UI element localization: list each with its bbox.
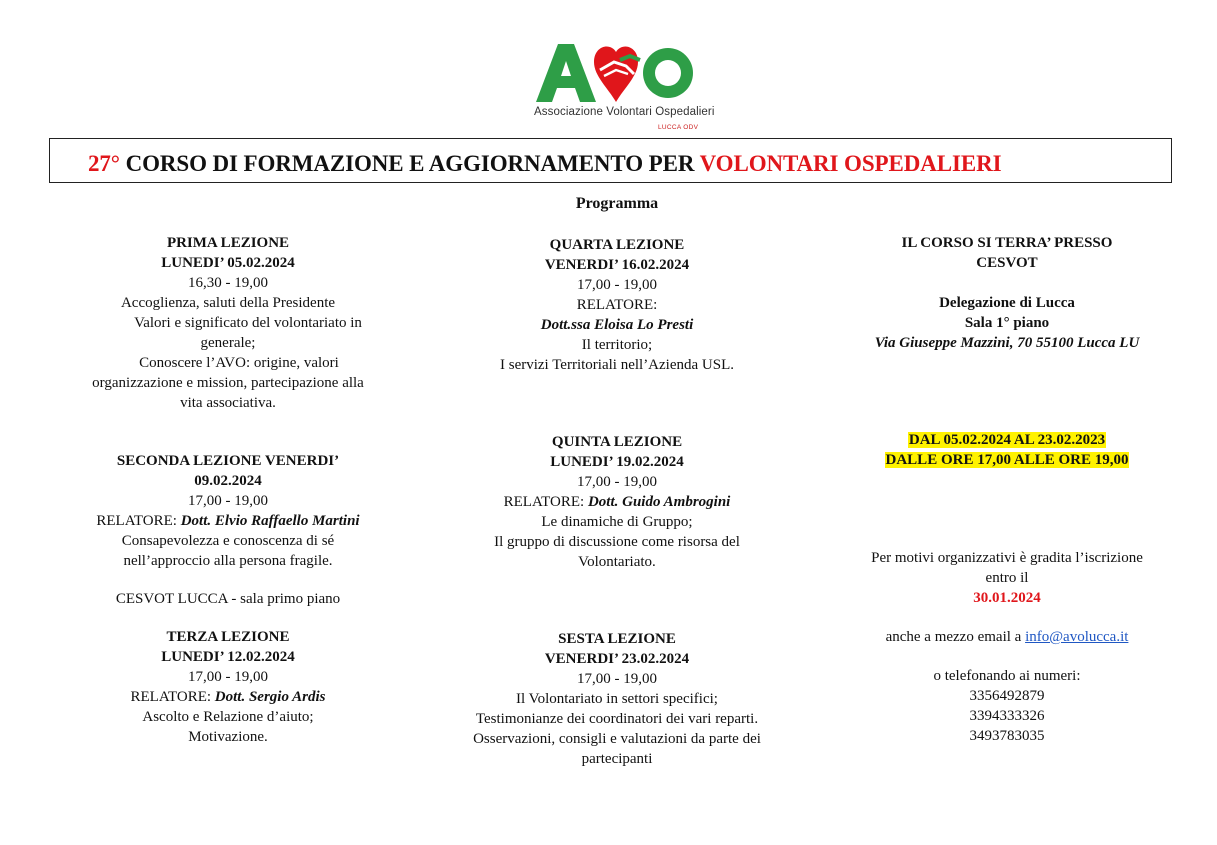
lesson-line: nell’approccio alla persona fragile. bbox=[123, 553, 333, 569]
lesson-line: Il Volontariato in settori specifici; bbox=[516, 691, 718, 707]
lesson-line: vita associativa. bbox=[180, 395, 276, 411]
lesson-heading: TERZA LEZIONE bbox=[166, 629, 290, 645]
signup-line: Per motivi organizzativi è gradita l’iscrizione bbox=[871, 550, 1143, 566]
lesson-date: VENERDI’ 16.02.2024 bbox=[544, 257, 690, 273]
course-dates bbox=[842, 430, 1172, 470]
venue-line: Sala 1° piano bbox=[964, 315, 1050, 331]
speaker-name: Dott. Elvio Raffaello Martini bbox=[180, 513, 360, 529]
lesson-line: Accoglienza, saluti della Presidente bbox=[120, 295, 336, 311]
lesson-line: Le dinamiche di Gruppo; bbox=[541, 514, 693, 530]
lesson-heading: SESTA LEZIONE bbox=[558, 631, 676, 647]
lesson-time: 17,00 - 19,00 bbox=[188, 493, 268, 509]
lesson-heading: QUINTA LEZIONE bbox=[551, 434, 683, 450]
lesson-speaker bbox=[452, 492, 782, 512]
venue-address: Via Giuseppe Mazzini, 70 55100 Lucca LU bbox=[874, 335, 1140, 351]
email-prefix: anche a mezzo email a bbox=[885, 629, 1026, 645]
speaker-name: Dott. Guido Ambrogini bbox=[587, 494, 731, 510]
lesson-line: Motivazione. bbox=[188, 729, 268, 745]
email-link[interactable]: info@avolucca.it bbox=[1025, 629, 1129, 645]
lesson-line: I servizi Territoriali nell’Azienda USL. bbox=[499, 357, 734, 373]
date-range: DAL 05.02.2024 AL 23.02.2023 bbox=[908, 432, 1106, 448]
lesson-line: Il gruppo di discussione come risorsa del bbox=[494, 534, 740, 550]
lesson-time: 16,30 - 19,00 bbox=[188, 275, 268, 291]
logo-city: LUCCA ODV bbox=[658, 124, 699, 131]
programma-heading: Programma bbox=[575, 195, 659, 212]
lesson-sixth bbox=[452, 629, 782, 769]
lesson-date: LUNEDI’ 12.02.2024 bbox=[161, 649, 295, 665]
lesson-second bbox=[68, 451, 388, 571]
lesson-time: 17,00 - 19,00 bbox=[577, 277, 657, 293]
speaker-name: Dott.ssa Eloisa Lo Presti bbox=[540, 317, 694, 333]
lesson-heading: SECONDA LEZIONE VENERDI’ bbox=[116, 453, 340, 469]
lesson-venue: CESVOT LUCCA - sala primo piano bbox=[115, 591, 341, 607]
phone-number: 3394333326 bbox=[969, 708, 1045, 724]
lesson-third bbox=[68, 627, 388, 747]
title-number: 27° bbox=[88, 151, 126, 176]
lesson-date: LUNEDI’ 19.02.2024 bbox=[550, 454, 684, 470]
title-box bbox=[49, 138, 1172, 183]
speaker-prefix: RELATORE: bbox=[503, 494, 588, 510]
lesson-time: 17,00 - 19,00 bbox=[577, 474, 657, 490]
lesson-date: VENERDI’ 23.02.2024 bbox=[544, 651, 690, 667]
lesson-line: Valori e significato del volontariato in bbox=[134, 315, 362, 331]
lesson-line: Il territorio; bbox=[581, 337, 653, 353]
lesson-speaker bbox=[68, 511, 388, 531]
lesson-time: 17,00 - 19,00 bbox=[577, 671, 657, 687]
signup-deadline: 30.01.2024 bbox=[973, 590, 1041, 606]
avo-logo-graphic bbox=[530, 40, 705, 106]
speaker-label: RELATORE: bbox=[576, 297, 658, 313]
phone-intro: o telefonando ai numeri: bbox=[933, 668, 1081, 684]
lesson-date: 09.02.2024 bbox=[194, 473, 262, 489]
lesson-line: generale; bbox=[200, 335, 256, 351]
date-hours: DALLE ORE 17,00 ALLE ORE 19,00 bbox=[885, 452, 1129, 468]
lesson-date: LUNEDI’ 05.02.2024 bbox=[161, 255, 295, 271]
lesson-speaker bbox=[68, 687, 388, 707]
course-venue bbox=[842, 233, 1172, 353]
venue-line: Delegazione di Lucca bbox=[939, 295, 1075, 311]
title-highlight: VOLONTARI OSPEDALIERI bbox=[699, 151, 1002, 176]
speaker-prefix: RELATORE: bbox=[130, 689, 215, 705]
lesson-line: organizzazione e mission, partecipazione alla bbox=[92, 375, 364, 391]
lesson-line: Ascolto e Relazione d’aiuto; bbox=[142, 709, 314, 725]
speaker-name: Dott. Sergio Ardis bbox=[214, 689, 326, 705]
phone-number: 3493783035 bbox=[969, 728, 1045, 744]
lesson-fifth bbox=[452, 432, 782, 572]
lesson-heading: PRIMA LEZIONE bbox=[166, 235, 290, 251]
title-main: CORSO DI FORMAZIONE E AGGIORNAMENTO PER bbox=[125, 151, 700, 176]
lesson-line: partecipanti bbox=[581, 751, 653, 767]
email-line bbox=[842, 627, 1172, 647]
lesson-first bbox=[68, 233, 388, 413]
lesson-line: Osservazioni, consigli e valutazioni da parte dei bbox=[473, 731, 761, 747]
lesson-line: Testimonianze dei coordinatori dei vari reparti. bbox=[475, 711, 759, 727]
lesson-line: Conoscere l’AVO: origine, valori bbox=[139, 355, 339, 371]
page-title bbox=[88, 151, 1001, 177]
venue-line: IL CORSO SI TERRA’ PRESSO bbox=[901, 235, 1113, 251]
signup-line: entro il bbox=[985, 570, 1029, 586]
lesson-line: Consapevolezza e conoscenza di sé bbox=[121, 533, 335, 549]
lesson-line: Volontariato. bbox=[578, 554, 656, 570]
lesson-fourth bbox=[452, 235, 782, 375]
speaker-prefix: RELATORE: bbox=[96, 513, 181, 529]
venue-line: CESVOT bbox=[976, 255, 1038, 271]
signup-info bbox=[842, 548, 1172, 746]
lesson-heading: QUARTA LEZIONE bbox=[549, 237, 685, 253]
avo-logo bbox=[530, 40, 715, 134]
phone-number: 3356492879 bbox=[969, 688, 1045, 704]
logo-subtitle: Associazione Volontari Ospedalieri bbox=[534, 106, 715, 118]
lesson-time: 17,00 - 19,00 bbox=[188, 669, 268, 685]
